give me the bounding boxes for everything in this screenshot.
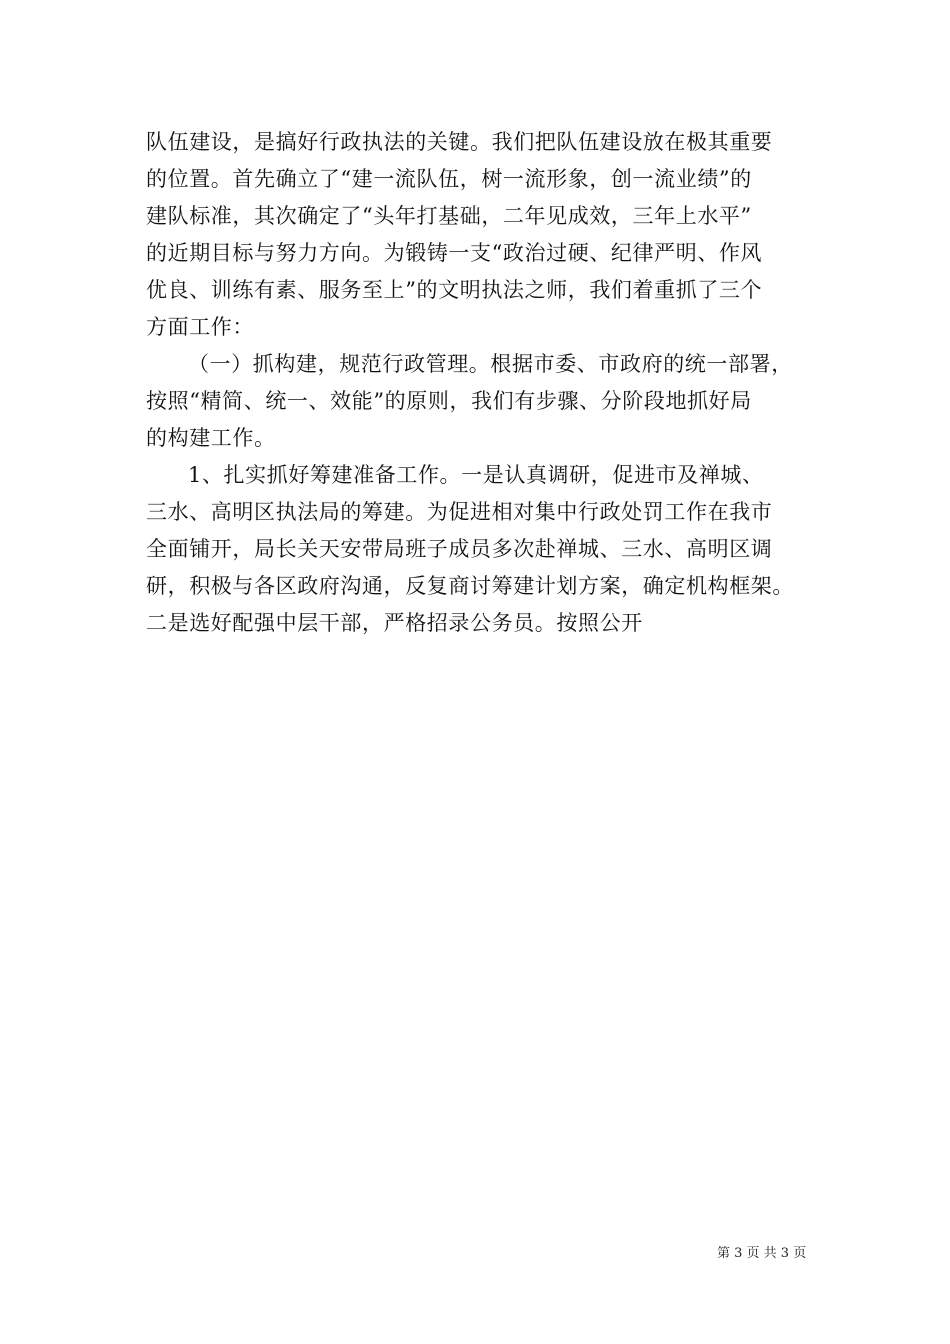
body-text-line: 按照“精简、统一、效能”的原则，我们有步骤、分阶段地抓好局 <box>146 389 752 413</box>
body-text-line: 研，积极与各区政府沟通，反复商讨筹建计划方案，确定机构框架。 <box>146 574 794 598</box>
body-text-line: 方面工作： <box>146 315 254 339</box>
section-heading-line: （一）抓构建，规范行政管理。根据市委、市政府的统一部署， <box>188 352 793 376</box>
body-text-line: 的位置。首先确立了“建一流队伍，树一流形象，创一流业绩”的 <box>146 167 752 191</box>
body-text-line: 的构建工作。 <box>146 426 276 450</box>
page-number-footer: 第 3 页 共 3 页 <box>717 1246 807 1261</box>
numbered-item-line: 1、扎实抓好筹建准备工作。一是认真调研，促进市及禅城、 <box>188 463 764 487</box>
body-text-line: 的近期目标与努力方向。为锻铸一支“政治过硬、纪律严明、作风 <box>146 241 763 265</box>
body-text-line: 队伍建设，是搞好行政执法的关键。我们把队伍建设放在极其重要 <box>146 130 773 154</box>
body-text-line: 建队标准，其次确定了“头年打基础，二年见成效，三年上水平” <box>146 204 752 228</box>
body-text-line: 二是选好配强中层干部，严格招录公务员。按照公开 <box>146 611 643 635</box>
body-text-line: 优良、训练有素、服务至上”的文明执法之师，我们着重抓了三个 <box>146 278 763 302</box>
body-text-line: 全面铺开，局长关天安带局班子成员多次赴禅城、三水、高明区调 <box>146 537 773 561</box>
body-text-line: 三水、高明区执法局的筹建。为促进相对集中行政处罚工作在我市 <box>146 500 773 524</box>
